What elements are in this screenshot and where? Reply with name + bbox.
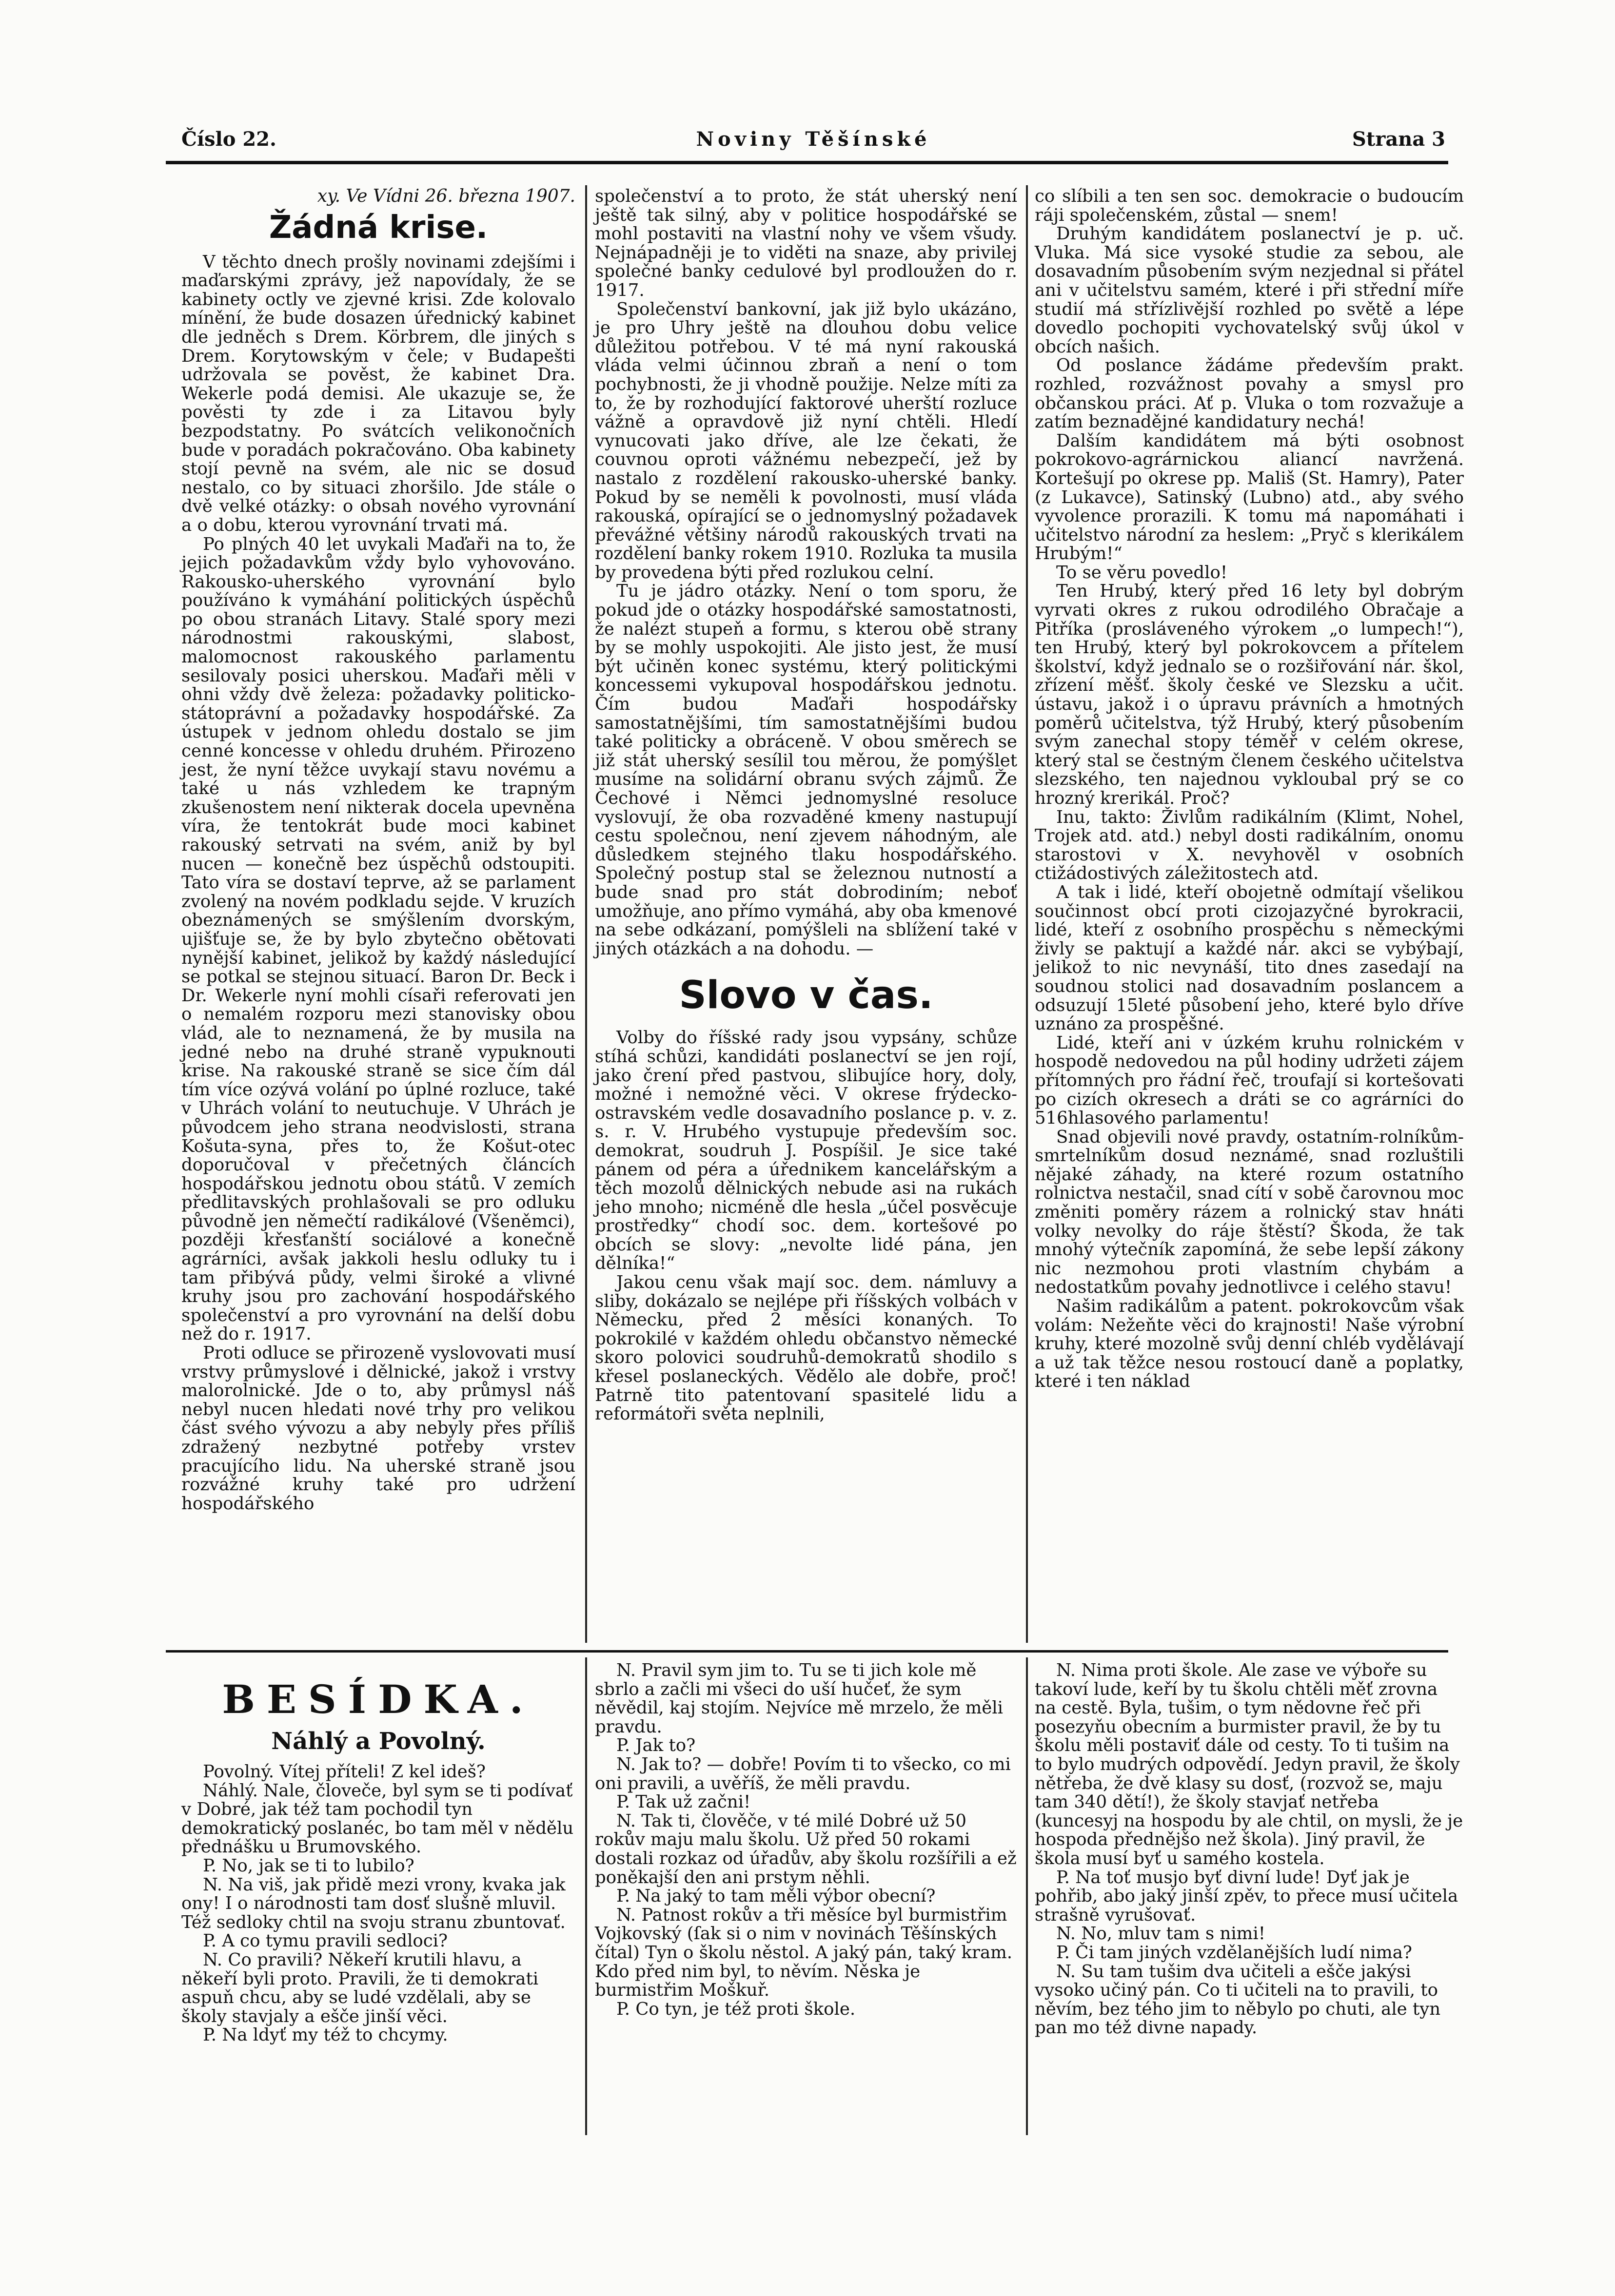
dialog-line: N. Jak to? — dobře! Povím ti to všecko, co mi oni pravili, a uvěříš, že měli pravdu. xyxy=(595,1754,1011,1793)
dialog-line: N. Nima proti škole. Ale zase ve výboře su takoví lude, keří by tu školu chtěli měť zrovna na cestě. Byla, tušim, o tym nědovne řeč při posezyňu obecním a burmister pravil, že by tu školu měli postaviť dále od cesty. To ti tušim na to bylo mudrých odpovědí. Jedyn pravil, že školy nětřeba, že dvě klasy su dosť, (rozvož se, maju tam 340 dětí!), že školy stavjať netřeba (kuncesyj na hospodu by ale chtil, on mysli, že je hospoda přednějšo než škola). Jiný pravil, že škola musí byť u samého kostela. xyxy=(1035,1660,1463,1868)
dialog-line: N. Tak ti, člověče, v té milé Dobré už 50 rokův maju malu školu. Už před 50 rokami dostali rozkaz od úřadův, aby školu rozšířili a ež poněkajší den ani prstym něhli. xyxy=(595,1810,1017,1887)
dialog-line: N. Su tam tušim dva učiteli a ešče jakýsi vysoko učiný pán. Co ti učiteli na to pravili, to něvím, bez tého jim to něbylo po chuti, ale tyn pan mo též divne napady. xyxy=(1035,1961,1441,2038)
paragraph: Volby do říšské rady jsou vypsány, schůze stíhá schůzi, kandidáti poslanectví se jen rojí, jako črení před pastvou, slibujíce hory, doly, možné i nemožné věci. V okrese frýdecko-ostravském vedle dosavadního poslance p. v. z. s. r. V. Hrubého vystupuje především soc. demokrat, soudruh J. Pospíšil. Je sice také pánem od péra a úřednikem kancelářským a těch mozolů dělnických nebude asi na rukách jeho mnoho; nicméně dle hesla „účel posvěcuje prostředky“ chodí soc. dem. kortešové po obcích se slovy: „nevolte lidé pána, jen dělníka!“ xyxy=(595,1028,1017,1274)
paragraph: Lidé, kteří ani v úzkém kruhu rolnickém v hospodě nedovedou na půl hodiny udržeti zájem přítomných pro řádní řeč, troufají si kortešovati po cizích okresech a dráti se co agrárníci do 516hlasového parlamentu! xyxy=(1035,1032,1464,1129)
header-rule xyxy=(166,161,1448,164)
dialog-line: P. A co tymu pravili sedloci? xyxy=(203,1931,448,1951)
column-rule xyxy=(1026,185,1028,1643)
story-title: Náhlý a Povolný. xyxy=(271,1728,486,1755)
dialog-line: N. Patnost rokův a tři měsíce byl burmistřim Vojkovský (ſak si o nim v novinách Těšínských čítal) Tyn o školu něstol. A jaký pán, taký kram. Kdo před nim byl, to něvím. Něska je burmistřim Moškuř. xyxy=(595,1905,1013,2001)
paragraph: Našim radikálům a patent. pokrokovcům však volám: Nežeňte věci do krajnosti! Naše výrobní kruhy, které mozolně svůj denní chléb vydělávají a už tak těžce nesou rostoucí daně a poplatky, které i ten náklad xyxy=(1035,1296,1464,1392)
dateline: xy. Ve Vídni 26. března 1907. xyxy=(317,186,575,206)
paragraph: A tak i lidé, kteří obojetně odmítají všelikou součinnost obcí proti cizojazyčné byrokracii, lidé, kteří z osobního prospěchu s německými živly se paktují a každé nár. akci se vybýbají, jelikož to nic nevynáší, tito dnes zasedají na soudnou stolici nad dosavadním poslancem a odsuzují 15leté působení jeho, které bylo dříve uznáno za prospěšné. xyxy=(1035,882,1464,1034)
dialog-line: P. Na toť musjo byť divní lude! Dyť jak je pohřib, abo jaký jinší zpěv, to přece musí učitela strašně vyrušovať. xyxy=(1035,1867,1458,1925)
section-rule xyxy=(166,1650,1448,1653)
article-continued xyxy=(595,187,1017,1424)
dialog-line: P. Na ldyť my též to chcymy. xyxy=(203,2025,448,2045)
besidka-column-2 xyxy=(595,1661,1017,2019)
article-slovo-v-cas-continued xyxy=(1035,187,1464,1391)
paragraph: co slíbili a ten sen soc. demokracie o budoucím ráji společenském, zůstal — snem! xyxy=(1035,186,1464,225)
dialog-line: P. Na jaký to tam měli výbor obecní? xyxy=(616,1886,936,1907)
dialog-line: N. Na viš, jak přidě mezi vrony, kvaka jak ony! I o národnosti tam dosť slušně mluvil. Též sedloky chtil na svoju stranu zbuntovať. xyxy=(181,1874,566,1932)
paragraph: Tu je jádro otázky. Není o tom sporu, že pokud jde o otázky hospodářské samostatnosti, že nalézt stupeň a formu, s kterou obě strany by se mohly uspokojiti. Ale jisto jest, že musí být učiněn konec systému, který politickými koncessemi vykupoval hospodářskou jednotu. Čím budou Maďaři hospodářsky samostatnějšími, tím samostatnějšími budou také politicky a obráceně. V obou směrech se již stát uherský sesílil tou měrou, že pomýšlet musíme na solidární obranu svých zájmů. Že Čechové i Němci jednomyslné resoluce vyslovují, že oba rozvaděné kmeny nastupují cestu společnou, není zjevem náhodným, ale důsledkem stejného tlaku hospodářského. Společný postup stal se železnou nutností a bude snad pro stát dobrodiním; neboť umožňuje, ano přímo vymáhá, aby oba kmenové na sebe odkázaní, pomýšleli na sblížení také v jiných otázkách a na dohodu. — xyxy=(595,581,1017,959)
headline-zadna-krise: Žádná krise. xyxy=(269,209,488,246)
besidka-column-3 xyxy=(1035,1661,1464,2038)
dialog-line: N. Pravil sym jim to. Tu se ti jich kole mě sbrlo a začli mi všeci do uší hučeť, že sym něvědil, kaj stojím. Nejvíce mě mrzelo, že měli pravdu. xyxy=(595,1660,1003,1737)
dialog-line: P. Jak to? xyxy=(616,1735,696,1756)
dialog-line: N. No, mluv tam s nimi! xyxy=(1056,1924,1265,1944)
paragraph: Jakou cenu však mají soc. dem. námluvy a sliby, dokázalo se nejlépe při říšských volbách v Německu, před 2 měsíci konaných. To pokrokilé v každém ohledu občanstvo německé skoro polovici soudruhů-demokratů shodilo s křesel poslaneckých. Vědělo ale dobře, proč! Patrně tito patentovaní spasitelé lidu a reformátoři světa neplnili, xyxy=(595,1272,1017,1424)
paragraph: společenství a to proto, že stát uherský není ještě tak silný, aby v politice hospodářské se mohl postaviti na vlastní nohy ve všem všudy. Nejnápadněji je to viděti na snaze, aby privilej společné banky cedulové byl prodloužen do r. 1917. xyxy=(595,186,1017,300)
dialog-line: Náhlý. Nale, človeče, byl sym se ti podívať v Dobré, jak též tam pochodil tyn demokratický poslanéc, bo tam měl v nědělu přednášku u Brumovského. xyxy=(181,1780,574,1857)
paragraph: Společenství bankovní, jak již bylo ukázáno, je pro Uhry ještě na dlouhou dobu velice důležitou potřebou. V té má nyní rakouská vláda velmi účinnou zbraň a není o tom pochybnosti, že ji vhodně použije. Nelze míti za to, že by rozhodující faktorové uherští rozluce vážně a opravdově již nyní chtěli. Hledí vynucovati jako dříve, ale lze čekati, že couvnou oproti vážnému nebezpečí, jež by nastalo z rozdělení rakousko-uherské banky. Pokud by se neměli k povolnosti, musí vláda rakouská, opírající se o jednomyslný požadavek převážné většiny národů rakouských trvati na rozdělení banky rokem 1910. Rozluka ta musila by provedena býti před rozlukou celní. xyxy=(595,299,1017,583)
section-title-besidka: BESÍDKA. xyxy=(222,1676,535,1722)
newspaper-title: Noviny Těšínské xyxy=(696,128,931,151)
dialog-line: P. Co tyn, je též proti škole. xyxy=(616,1999,856,2019)
paragraph: Inu, takto: Živlům radikálním (Klimt, Nohel, Trojek atd. atd.) nebyl dosti radikálním, onomu starostovi v X. nevyhověl v osobních ctižádostivých záležitostech atd. xyxy=(1035,807,1464,884)
dialog-line: N. Co pravili? Někeří krutili hlavu, a někeří byli proto. Pravili, že ti demokrati aspuň chcu, aby se ludé vzdělali, aby se školy stavjaly a ešče jinší věci. xyxy=(181,1949,539,2026)
issue-number: Číslo 22. xyxy=(181,128,276,151)
paragraph: Proti odluce se přirozeně vyslovovati musí vrstvy průmyslové i dělnické, jakož i vrstvy malorolnické. Jde o to, aby průmysl náš nebyl nucen hledati nové trhy pro velikou část svého vývozu a aby nebyly přes příliš zdražený nezbytné potřeby vrstev pracujícího lidu. Na uherské straně jsou rozvážné kruhy také pro udržení hospodářského xyxy=(181,1343,575,1514)
dialog-line: P. Či tam jiných vzdělanějších ludí nima? xyxy=(1056,1942,1412,1963)
paragraph: Ten Hrubý, který před 16 lety byl dobrým vyrvati okres z rukou odrodilého Obračaje a Pitříka (prosláveného výrokem „o lumpech!“), ten Hrubý, který byl pokrokovcem a přítelem školství, když jednalo se o rozšiřování nár. škol, zřízení měšť. školy české ve Slezsku a učit. ústavu, jakož i o úpravu právních a hmotných poměrů učitelstva, týž Hrubý, který působením svým zanechal stopy téměř v celém okrese, který stal se čestným členem českého učitelstva slezského, ten najednou vykloubal prý se co hrozný krerikál. Proč? xyxy=(1035,581,1464,808)
paragraph: Dalším kandidátem má býti osobnost pokrokovo-agrárnickou aliancí navržená. Kortešují po okrese pp. Mališ (St. Hamry), Pater (z Lukavce), Satinský (Lubno) atd., aby svého vyvolence prorazili. K tomu má napomáhati i učitelstvo národní za heslem: „Pryč s klerikálem Hrubým!“ xyxy=(1035,430,1464,564)
headline-slovo-v-cas: Slovo v čas. xyxy=(679,973,933,1018)
column-rule xyxy=(585,185,587,1643)
paragraph: Po plných 40 let uvykali Maďaři na to, že jejich požadavkům vždy bylo vyhovováno. Rakousko-uherského vyrovnání bylo používáno k vymáhání politických úspěchů po obou stranách Litavy. Stalé spory mezi národnostmi rakouskými, slabost, malomocnost rakouského parlamentu sesilovaly posici uherskou. Maďaři měli v ohni vždy dvě železa: požadavky politicko-státoprávní a požadavky hospodářské. Za ústupek v jednom ohledu dostalo se jim cenné koncesse v ohledu druhém. Přirozeno jest, že nyní těžce uvykají stavu novému a také u nás vzhledem ke trapným zkušenostem není nikterak docela upevněna víra, že tentokrát bude moci kabinet rakouský setrvati na svém, aniž by byl nucen — konečně bez úspěchů odstoupiti. Tato víra se dostaví teprve, až se parlament zvolený na novém podkladu sejde. V kruzích obeznámených se smýšlením dvorským, ujišťuje se, že by bylo zbytečno obětovati nynější kabinet, jelikož by každý následující se potkal se stejnou situací. Baron Dr. Beck i Dr. Wekerle nyní mohli císaři referovati jen o nemalém rozporu mezi stanovisky obou vlád, ale to neznamená, že by musila na jedné nebo na druhé straně vypuknouti krise. Na rakouské straně se sice čím dál tím více ozývá volání po úplné rozluce, také v Uhrách volání to neutuchuje. V Uhrách je původcem jeho strana neodvislosti, strana Košuta-syna, přes to, že Košut-otec doporučoval v přečetných článcích hospodářskou jednotu obou států. V zemích předlitavských prohlašovali se pro odluku původně jen němečtí radikálové (Všeněmci), později křesťanští sociálové a konečně agrárníci, avšak jakkoli heslu odluky tu i tam přibývá půdy, velmi široké a vlivné kruhy jsou pro zachování hospodářského společenství a pro vyrovnání na delší dobu než do r. 1917. xyxy=(181,534,575,1344)
page-number: Strana 3 xyxy=(1352,128,1445,151)
column-rule xyxy=(1026,1657,1028,2135)
paragraph: To se věru povedlo! xyxy=(1056,562,1228,583)
paragraph: V těchto dnech prošly novinami zdejšími i maďarskými zprávy, jež napovídaly, že se kabinety octly ve zjevné krisi. Zde kolovalo mínění, že bude dosazen úřednický kabinet dle jedněch s Drem. Körbrem, dle jiných s Drem. Korytowským v čele; v Budapešti udržovala se pověst, že kabinet Dra. Wekerle podá demisi. Ale ukazuje se, že pověsti ty zde i za Litavou byly bezpodstatny. Po svátcích velikonočních bude v poradách pokračováno. Oba kabinety stojí pevně na svém, ale nic se dosud nestalo, co by situaci zhoršilo. Jde stále o dvě velké otázky: o obsah nového vyrovnání a o dobu, kterou vyrovnání trvati má. xyxy=(181,252,575,535)
paragraph: Od poslance žádáme především prakt. rozhled, rozvážnost povahy a smysl pro občanskou práci. Ať p. Vluka o tom rozvažuje a zatím beznadějné kandidatury nechá! xyxy=(1035,355,1464,432)
paragraph: Druhým kandidátem poslanectví je p. uč. Vluka. Má sice vysoké studie za sebou, ale dosavadním působením svým nezjednal si přátel ani v učitelstvu samém, které i při střední míře studií má střízlivější rozhled po světě a lépe dovedlo pochopiti vychovatelský svůj úkol v obcích našich. xyxy=(1035,224,1464,357)
dialog-line: Povolný. Vítej příteli! Z kel ideš? xyxy=(203,1762,486,1782)
dialog-line: P. Tak už začni! xyxy=(616,1792,751,1812)
column-rule xyxy=(585,1657,587,2135)
page-header xyxy=(181,128,1445,157)
article-zadna-krise xyxy=(181,187,575,1513)
dialog-line: P. No, jak se ti to lubilo? xyxy=(203,1855,414,1876)
paragraph: Snad objevili nové pravdy, ostatním-rolníkům-smrtelníkům dosud neznámé, snad rozluštili nějaké záhady, na které rozum ostatního rolnictva nestačil, snad cítí v sobě čarovnou moc změniti poměry rázem a rolnický stav hnáti volky nevolky do ráje štěstí? Škoda, že tak mnohý výtečník zapomíná, že sebe lepší zákony nic nezmohou proti vlastním chybám a nedostatkům povahy jednotlivce i celého stavu! xyxy=(1035,1127,1464,1298)
besidka-column-1 xyxy=(181,1667,575,2045)
